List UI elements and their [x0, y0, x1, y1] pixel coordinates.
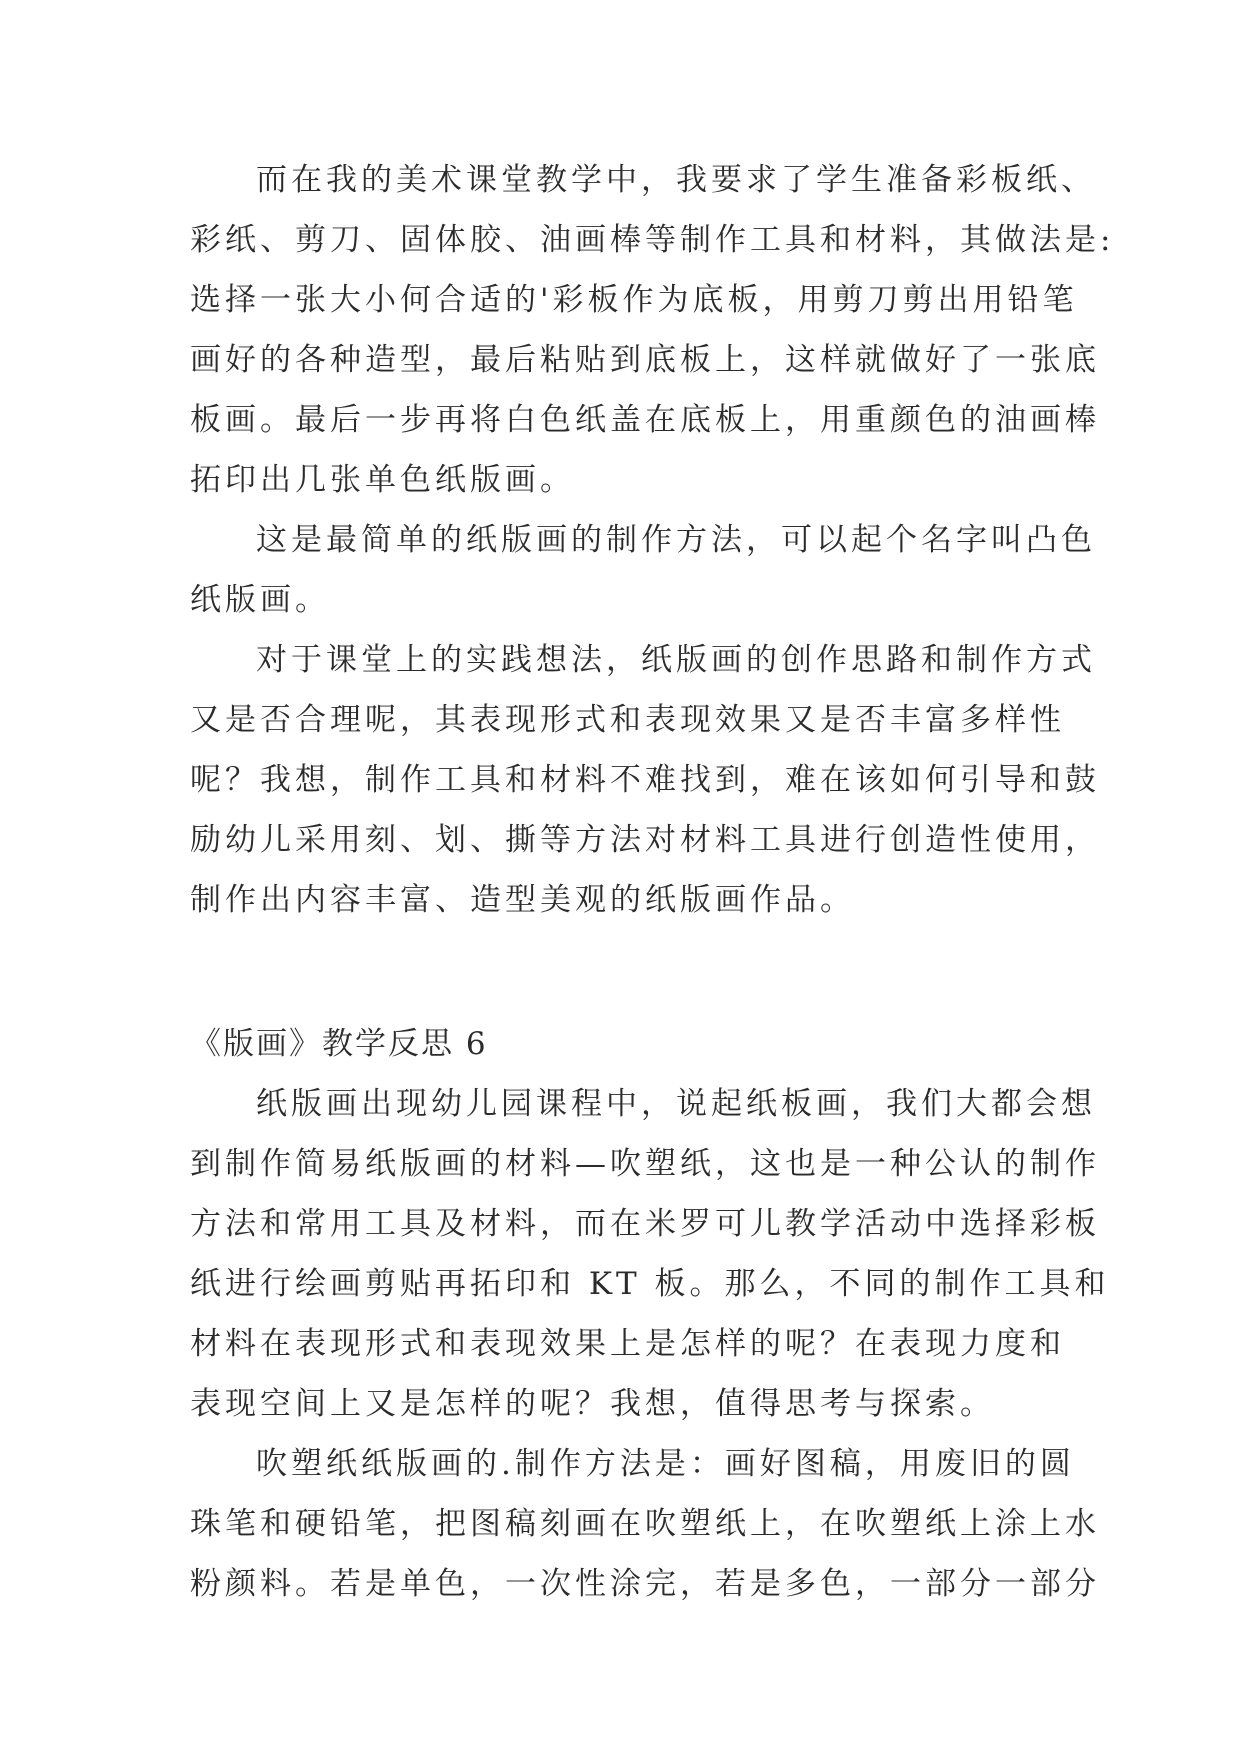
- text-line: 拓印出几张单色纸版画。: [190, 462, 575, 498]
- document-body: [190, 150, 1115, 1614]
- text-line: 纸版画。: [190, 582, 330, 618]
- paragraph: [190, 150, 1115, 510]
- text-line: 呢？我想，制作工具和材料不难找到，难在该如何引导和鼓: [190, 762, 1100, 798]
- text-line: 彩纸、剪刀、固体胶、油画棒等制作工具和材料，其做法是:: [190, 222, 1115, 258]
- text-line: 又是否合理呢，其表现形式和表现效果又是否丰富多样性: [190, 702, 1065, 738]
- text-line: 粉颜料。若是单色，一次性涂完，若是多色，一部分一部分: [190, 1566, 1100, 1602]
- text-line: 对于课堂上的实践想法，纸版画的创作思路和制作方式: [256, 642, 1096, 678]
- text-line: 画好的各种造型，最后粘贴到底板上，这样就做好了一张底: [190, 342, 1100, 378]
- text-line: 吹塑纸纸版画的.制作方法是：画好图稿，用废旧的圆: [256, 1446, 1075, 1482]
- text-line: 这是最简单的纸版画的制作方法，可以起个名字叫凸色: [256, 522, 1096, 558]
- text-line: 表现空间上又是怎样的呢？我想，值得思考与探索。: [190, 1386, 995, 1422]
- text-line: 方法和常用工具及材料，而在米罗可儿教学活动中选择彩板: [190, 1206, 1100, 1242]
- text-line: 制作出内容丰富、造型美观的纸版画作品。: [190, 882, 855, 918]
- text-line: 励幼儿采用刻、划、撕等方法对材料工具进行创造性使用，: [190, 822, 1100, 858]
- paragraph: [190, 630, 1100, 930]
- paragraph: [190, 510, 1096, 630]
- text-line: 板画。最后一步再将白色纸盖在底板上，用重颜色的油画棒: [190, 402, 1100, 438]
- section-gap: [190, 930, 1070, 1014]
- paragraph: [190, 1074, 1110, 1434]
- text-line: 纸进行绘画剪贴再拓印和 KT 板。那么，不同的制作工具和: [190, 1266, 1110, 1302]
- section-heading: 《版画》教学反思 6: [190, 1026, 488, 1062]
- text-line: 材料在表现形式和表现效果上是怎样的呢？在表现力度和: [190, 1326, 1065, 1362]
- text-line: 而在我的美术课堂教学中，我要求了学生准备彩板纸、: [256, 162, 1096, 198]
- text-line: 纸版画出现幼儿园课程中，说起纸板画，我们大都会想: [256, 1086, 1096, 1122]
- text-line: 选择一张大小何合适的'彩板作为底板，用剪刀剪出用铅笔: [190, 282, 1078, 318]
- text-line: 到制作简易纸版画的材料—吹塑纸，这也是一种公认的制作: [190, 1146, 1100, 1182]
- text-line: 珠笔和硬铅笔，把图稿刻画在吹塑纸上，在吹塑纸上涂上水: [190, 1506, 1100, 1542]
- paragraph: [190, 1434, 1100, 1614]
